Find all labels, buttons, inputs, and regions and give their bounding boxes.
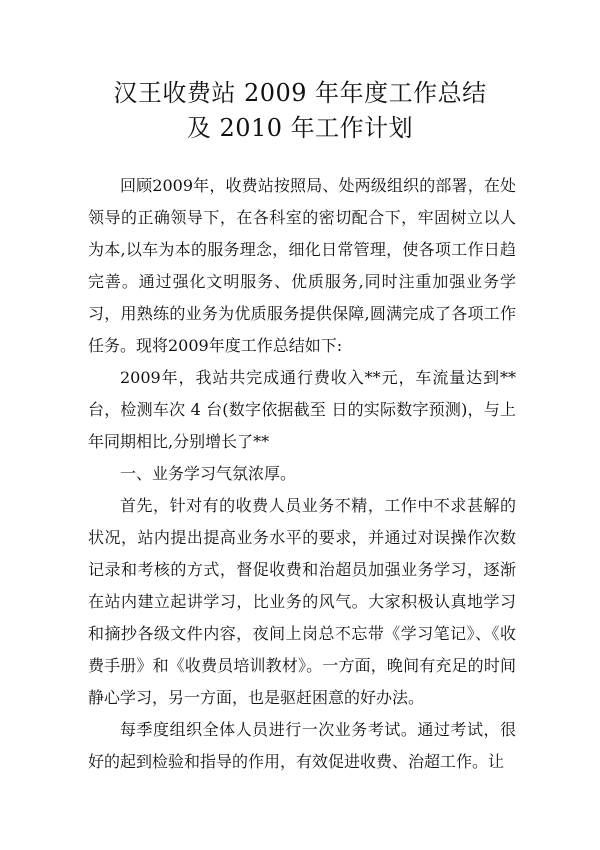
paragraph-2009-statistics: 2009年，我站共完成通行费收入**元，车流量达到**台，检测车次 4 台(数字依据截至 日的实际数字预测)，与上年同期相比,分别增长了** xyxy=(88,368,516,451)
document-body xyxy=(88,170,516,778)
paragraph-review-intro: 回顾2009年，收费站按照局、处两级组织的部署，在处领导的正确领导下，在各科室的密切配合下，牢固树立以人为本,以车为本的服务理念，细化日常管理，使各项工作日趋完善。通过强化文明服务、优质服务,同时注重加强业务学习，用熟练的业务为优质服务提供保障,圆满完成了各项工作任务。现将2009年度工作总结如下: xyxy=(88,176,516,355)
section-heading-business-study: 一、业务学习气氛浓厚。 xyxy=(120,464,297,483)
document-title-line-1: 汉王收费站 2009 年年度工作总结 xyxy=(113,79,487,107)
document-title-line-2: 及 2010 年工作计划 xyxy=(186,114,414,142)
paragraph-first-measures: 首先，针对有的收费人员业务不精，工作中不求甚解的状况，站内提出提高业务水平的要求，并通过对误操作次数记录和考核的方式，督促收费和治超员加强业务学习，逐渐在站内建立起讲学习，比业务的风气。大家积极认真地学习和摘抄各级文件内容，夜间上岗总不忘带《学习笔记》、《收费手册》和《收费员培训教材》。一方面，晚间有充足的时间静心学习，另一方面，也是驱赶困意的好办法。 xyxy=(88,496,516,707)
paragraph-quarterly-exam: 每季度组织全体人员进行一次业务考试。通过考试，很好的起到检验和指导的作用，有效促进收费、治超工作。让 xyxy=(88,720,516,771)
